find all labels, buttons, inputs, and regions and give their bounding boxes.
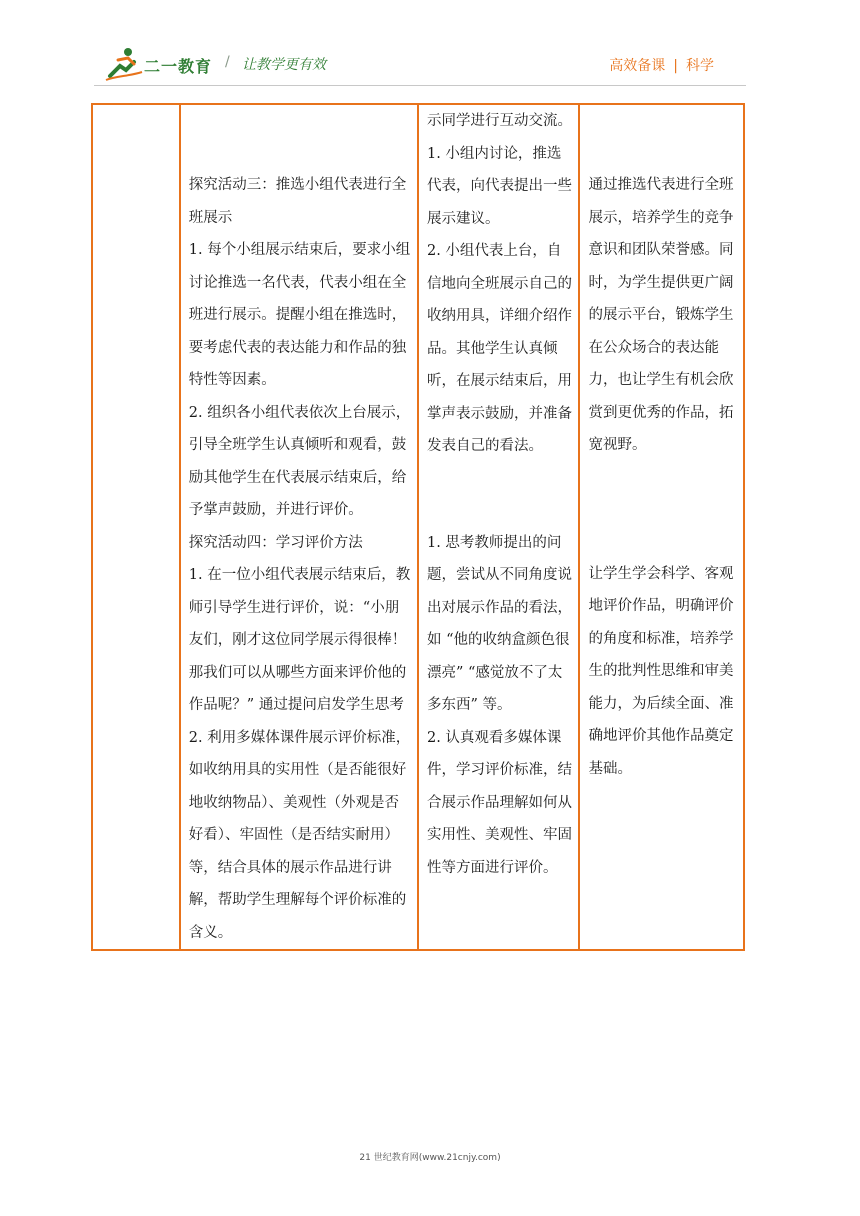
teacher-activity-cell [180,104,418,950]
logo [104,46,234,82]
teacher-activity4-step1: 1. 在一位小组代表展示结束后，教师引导学生进行评价，说：“小朋友们，刚才这位同学展示得很棒！那我们可以从哪些方面来评价他的作品呢？” 通过提问启发学生思考 [188,567,411,713]
student-activity3-step1: 1. 小组内讨论，推选代表，向代表提出一些展示建议。 [426,145,572,227]
teacher-activity3-step2: 2. 组织各小组代表依次上台展示，引导全班学生认真倾听和观看，鼓励其他学生在代表展示结束后，给予掌声鼓励，并进行评价。 [188,404,411,518]
student-activity4-step2: 2. 认真观看多媒体课件，学习评价标准，结合展示作品理解如何从实用性、美观性、牢固性等方面进行评价。 [426,729,572,876]
intent-cell [579,104,744,950]
header-category-separator: | [673,58,678,74]
student-activity4-step1: 1. 思考教师提出的问题，尝试从不同角度说出对展示作品的看法，如 “他的收纳盒颜色很漂亮” “感觉放不了太多东西” 等。 [426,534,572,713]
teacher-activity4-step2: 2. 利用多媒体课件展示评价标准，如收纳用具的实用性（是否能很好地收纳物品）、美观性（外观是否好看）、牢固性（是否结实耐用）等，结合具体的展示作品进行讲解，帮助学生理解每个评价标准的含义。 [188,729,411,941]
slogan: 让教学更有效 [242,57,326,73]
intent-activity4: 让学生学会科学、客观地评价作品，明确评价的角度和标准，培养学生的批判性思维和审美能力，为后续全面、准确地评价其他作品奠定基础。 [588,565,734,777]
page-footer: 21 世纪教育网(www.21cnjy.com) [359,1153,501,1163]
student-activity3-step2: 2. 小组代表上台，自信地向全班展示自己的收纳用具，详细介绍作品。其他学生认真倾听，在展示结束后，用掌声表示鼓励，并准备发表自己的看法。 [426,243,572,454]
teacher-activity4-title: 探究活动四：学习评价方法 [188,534,363,551]
runner-logo-icon [104,46,144,82]
stage-cell [92,104,180,950]
header-category [609,55,714,75]
intent-activity3: 通过推选代表进行全班展示，培养学生的竞争意识和团队荣誉感。同时，为学生提供更广阔的展示平台，锻炼学生在公众场合的表达能力，也让学生有机会欣赏到更优秀的作品，拓宽视野。 [588,177,734,453]
student-activity-cell [418,104,579,950]
lesson-table [91,103,745,951]
brand-name: 二一教育 [144,57,213,76]
header-slash: / [225,54,230,70]
teacher-activity3-title: 探究活动三：推选小组代表进行全班展示 [188,177,407,226]
teacher-activity3-step1: 1. 每个小组展示结束后，要求小组讨论推选一名代表，代表小组在全班进行展示。提醒小组在推选时，要考虑代表的表达能力和作品的独特性等因素。 [188,242,411,388]
header-divider [94,85,746,86]
table-row [92,104,744,950]
header-category-right: 科学 [686,58,714,74]
student-continuation-text: 示同学进行互动交流。 [426,113,572,129]
header-category-left: 高效备课 [609,58,666,74]
page-header [0,0,860,96]
